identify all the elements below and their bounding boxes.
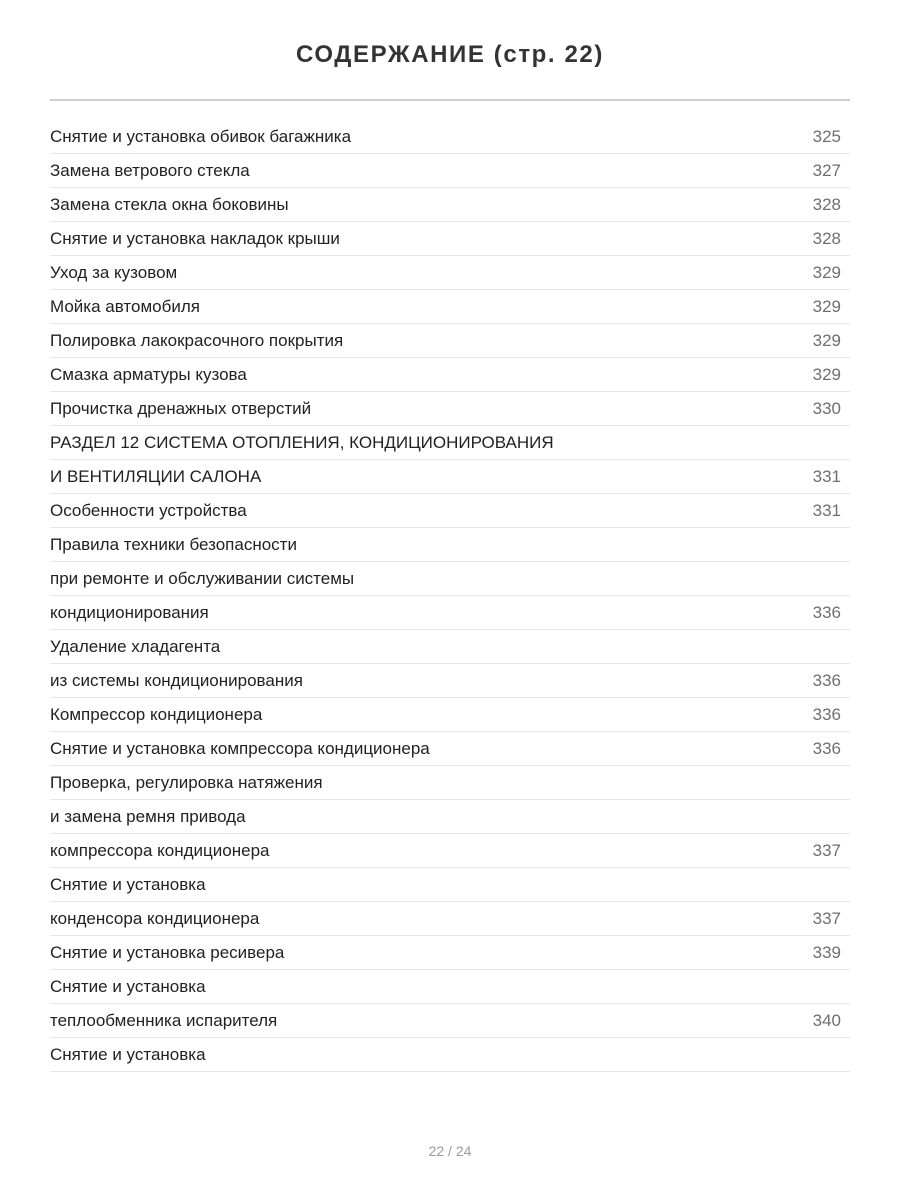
toc-entry bbox=[50, 290, 850, 324]
toc-entry bbox=[50, 1004, 850, 1038]
toc-entry-title: Снятие и установка компрессора кондиционера bbox=[50, 739, 430, 758]
toc-entry-title: Компрессор кондиционера bbox=[50, 705, 263, 724]
toc-entry-title: И ВЕНТИЛЯЦИИ САЛОНА bbox=[50, 467, 262, 486]
toc-entry bbox=[50, 766, 850, 800]
toc-entry-title: Удаление хладагента bbox=[50, 637, 221, 656]
toc-entry-title: Снятие и установка bbox=[50, 875, 206, 894]
toc-entry-title: компрессора кондиционера bbox=[50, 841, 270, 860]
toc-entry bbox=[50, 630, 850, 664]
toc-entry-title: Снятие и установка bbox=[50, 977, 206, 996]
toc-entry-page: 329 bbox=[812, 297, 841, 316]
toc-entry bbox=[50, 324, 850, 358]
toc-entry-page: 336 bbox=[812, 671, 841, 690]
toc-entry bbox=[50, 188, 850, 222]
toc-entry-page: 330 bbox=[812, 399, 841, 418]
toc-entry-page: 340 bbox=[812, 1011, 841, 1030]
toc-entry-page: 328 bbox=[812, 195, 841, 214]
toc-entry-title: Снятие и установка накладок крыши bbox=[50, 229, 340, 248]
toc-entry-title: Особенности устройства bbox=[50, 501, 247, 520]
toc-entry-title: при ремонте и обслуживании системы bbox=[50, 569, 355, 588]
toc-entry-title: Уход за кузовом bbox=[50, 263, 178, 282]
toc-entry-page: 327 bbox=[812, 161, 841, 180]
toc-entry-title: Мойка автомобиля bbox=[50, 297, 200, 316]
toc-entry bbox=[50, 732, 850, 766]
toc-entry bbox=[50, 120, 850, 154]
toc-entry bbox=[50, 1038, 850, 1072]
toc-entry bbox=[50, 392, 850, 426]
toc-entry-page: 331 bbox=[812, 467, 841, 486]
toc-entry bbox=[50, 596, 850, 630]
toc-entry-title: кондиционирования bbox=[50, 603, 209, 622]
toc-entry-page: 329 bbox=[812, 365, 841, 384]
toc-entry bbox=[50, 936, 850, 970]
title-divider bbox=[50, 99, 850, 101]
toc-entry-title: Полировка лакокрасочного покрытия bbox=[50, 331, 344, 350]
toc-entry bbox=[50, 970, 850, 1004]
toc-entry-title: Смазка арматуры кузова bbox=[50, 365, 247, 384]
toc-entry bbox=[50, 800, 850, 834]
toc-entry-title: Замена стекла окна боковины bbox=[50, 195, 289, 214]
toc-entry-page: 328 bbox=[812, 229, 841, 248]
toc-entry-page: 336 bbox=[812, 603, 841, 622]
toc-entry-page: 331 bbox=[812, 501, 841, 520]
toc-entry bbox=[50, 834, 850, 868]
page-title: СОДЕРЖАНИЕ (стр. 22) bbox=[296, 41, 604, 68]
page-number: 22 / 24 bbox=[428, 1143, 472, 1159]
toc-entry bbox=[50, 494, 850, 528]
toc-entry-title: конденсора кондиционера bbox=[50, 909, 260, 928]
toc-entry-page: 337 bbox=[812, 909, 841, 928]
toc-entry bbox=[50, 868, 850, 902]
toc-entry bbox=[50, 154, 850, 188]
toc-entry-title: Прочистка дренажных отверстий bbox=[50, 399, 312, 418]
toc-entry-title: Правила техники безопасности bbox=[50, 535, 297, 554]
toc-entry bbox=[50, 698, 850, 732]
toc-entry bbox=[50, 358, 850, 392]
toc-entry-page: 337 bbox=[812, 841, 841, 860]
toc-entry-page: 329 bbox=[812, 263, 841, 282]
table-of-contents bbox=[50, 120, 850, 1072]
toc-entry-title: РАЗДЕЛ 12 СИСТЕМА ОТОПЛЕНИЯ, КОНДИЦИОНИРОВАНИЯ bbox=[50, 433, 554, 452]
toc-entry-title: Снятие и установка ресивера bbox=[50, 943, 285, 962]
toc-entry-title: Замена ветрового стекла bbox=[50, 161, 250, 180]
toc-entry-page: 336 bbox=[812, 739, 841, 758]
toc-entry bbox=[50, 460, 850, 494]
toc-entry-page: 336 bbox=[812, 705, 841, 724]
toc-entry-title: Проверка, регулировка натяжения bbox=[50, 773, 323, 792]
toc-entry bbox=[50, 902, 850, 936]
toc-entry-page: 339 bbox=[812, 943, 841, 962]
toc-entry-title: из системы кондиционирования bbox=[50, 671, 303, 690]
toc-entry-title: и замена ремня привода bbox=[50, 807, 246, 826]
toc-entry bbox=[50, 426, 850, 460]
toc-entry bbox=[50, 562, 850, 596]
toc-entry bbox=[50, 528, 850, 562]
toc-entry bbox=[50, 664, 850, 698]
toc-entry-page: 329 bbox=[812, 331, 841, 350]
toc-entry-title: Снятие и установка bbox=[50, 1045, 206, 1064]
toc-entry-page: 325 bbox=[812, 127, 841, 146]
toc-entry-title: Снятие и установка обивок багажника bbox=[50, 127, 352, 146]
toc-entry bbox=[50, 256, 850, 290]
toc-entry bbox=[50, 222, 850, 256]
toc-entry-title: теплообменника испарителя bbox=[50, 1011, 278, 1030]
